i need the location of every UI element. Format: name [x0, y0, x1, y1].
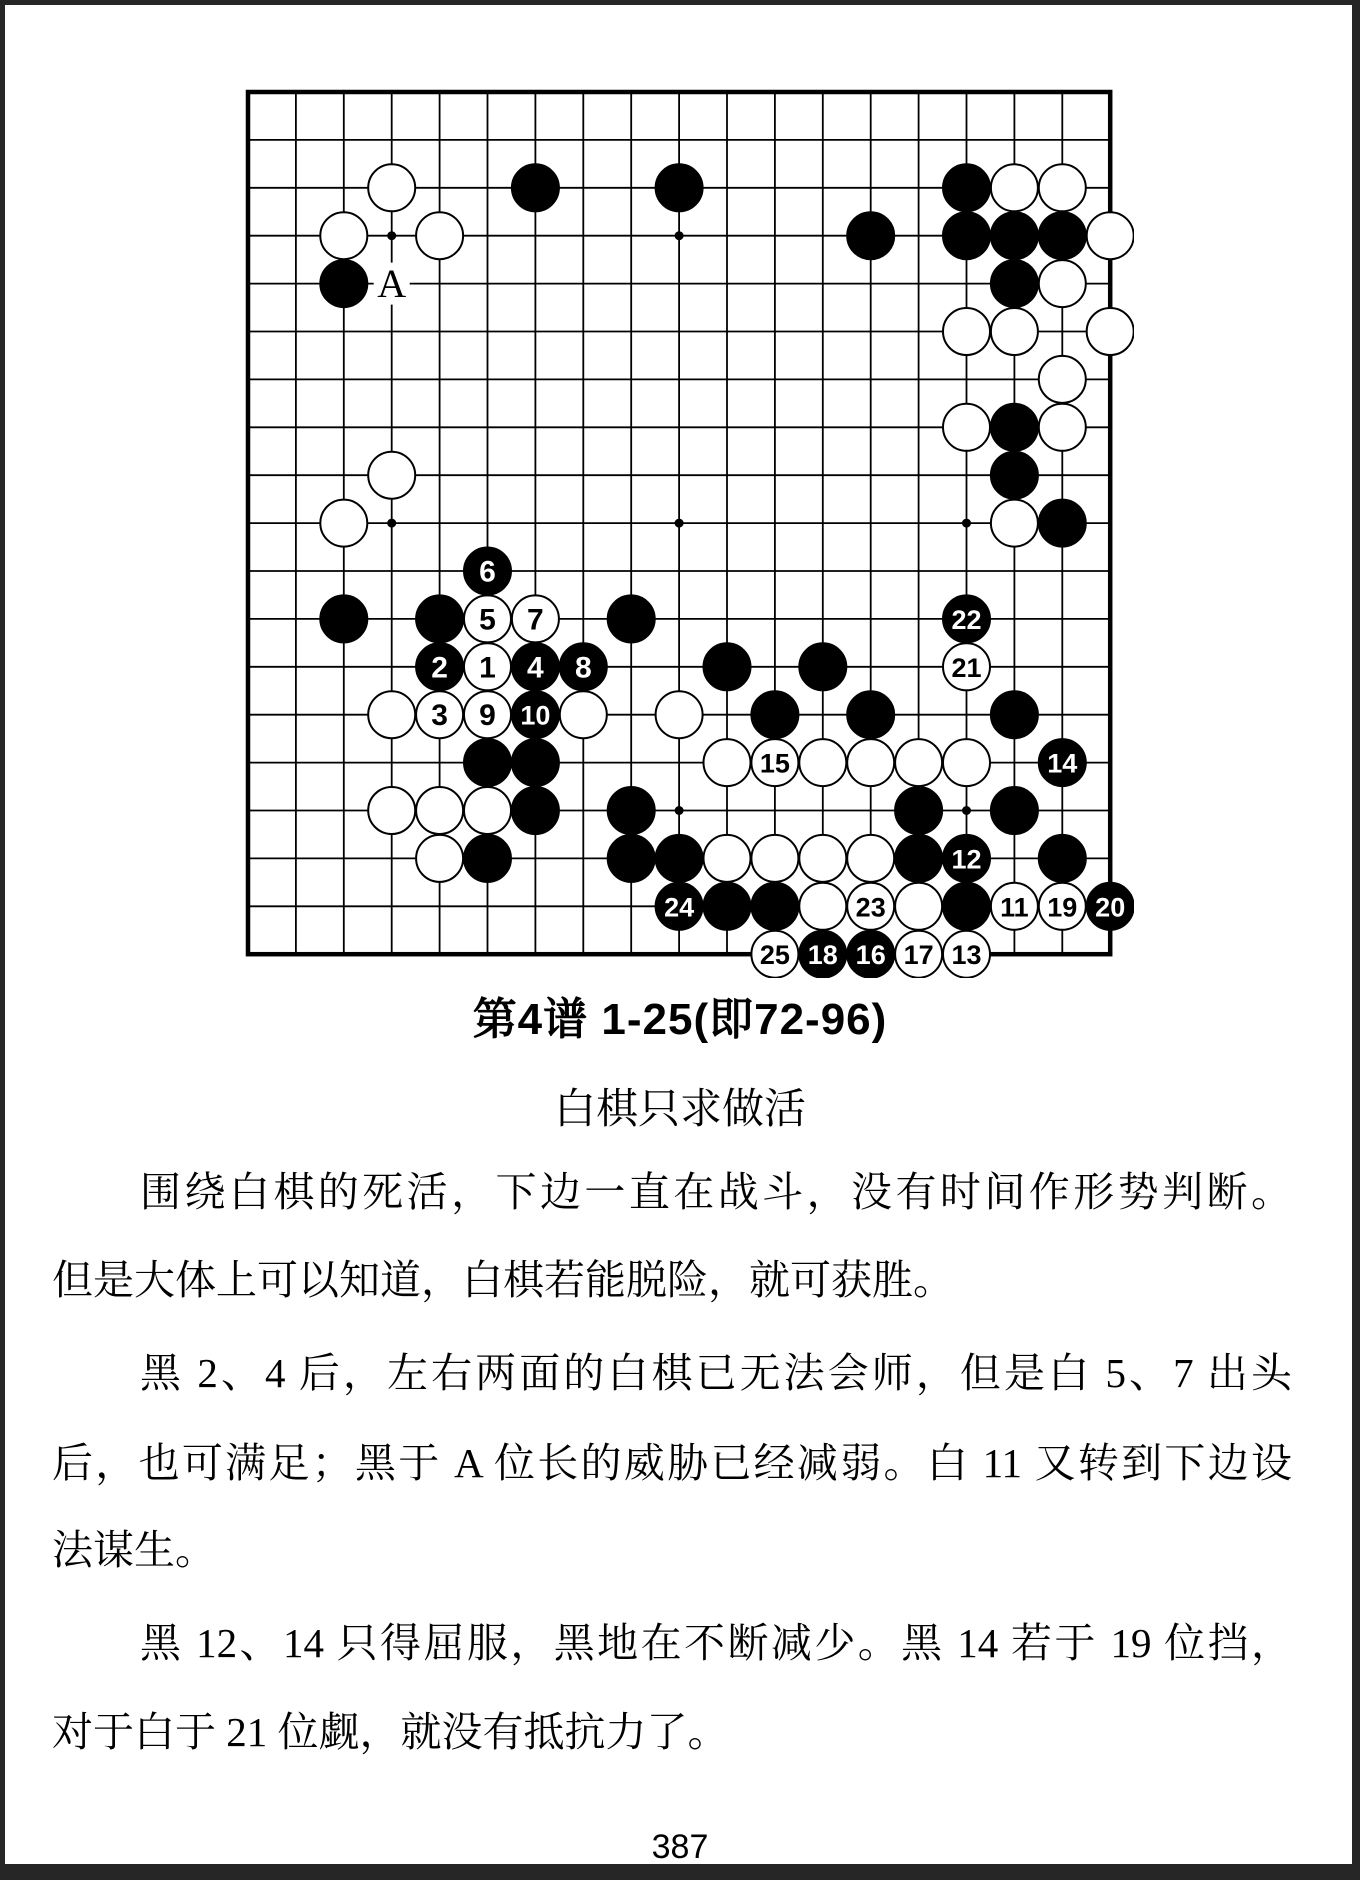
go-stone-white: [1039, 356, 1086, 403]
diagram-caption: 第4谱 1-25(即72-96): [472, 995, 888, 1044]
diagram-subtitle: 白棋只求做活: [553, 1087, 806, 1133]
move-number: 9: [479, 699, 496, 733]
go-stone-white: [704, 835, 751, 882]
move-number: 25: [759, 940, 790, 971]
go-stone-white: [416, 835, 463, 882]
go-stone-black: [1039, 835, 1086, 882]
go-stone-white: [368, 691, 415, 738]
move-number: 4: [527, 651, 544, 685]
move-number: 3: [431, 699, 448, 733]
go-stone-white: [1087, 212, 1134, 259]
go-stone-white: [320, 212, 367, 259]
go-board-svg: [224, 68, 1134, 978]
go-stone-white-25: [751, 931, 798, 978]
go-stone-black-14: [1039, 739, 1086, 786]
go-stone-black: [847, 691, 894, 738]
go-stone-black-18: [799, 931, 846, 978]
go-stone-white-7: [512, 595, 559, 642]
go-stone-white: [799, 739, 846, 786]
go-stone-white-17: [895, 931, 942, 978]
move-number: 12: [951, 844, 982, 875]
star-point: [675, 231, 684, 240]
go-stone-white-15: [751, 739, 798, 786]
move-number: 1: [479, 651, 496, 685]
go-stone-white-23: [847, 883, 894, 930]
go-stone-black-8: [560, 643, 607, 690]
go-stone-black: [704, 883, 751, 930]
star-point: [387, 519, 396, 528]
go-stone-black: [512, 739, 559, 786]
move-number: 14: [1047, 748, 1078, 779]
go-stone-white-9: [464, 691, 511, 738]
go-stone-black: [656, 835, 703, 882]
go-stone-black: [991, 787, 1038, 834]
go-stone-white: [368, 164, 415, 211]
go-stone-black: [751, 691, 798, 738]
page-border-top: [0, 0, 1360, 5]
go-stone-white: [943, 404, 990, 451]
star-point: [962, 806, 971, 815]
body-line-6: 黑 12、14 只得屈服，黑地在不断减少。黑 14 若于 19 位挡，: [140, 1620, 1292, 1666]
go-stone-white: [751, 835, 798, 882]
go-stone-black-24: [656, 883, 703, 930]
go-stone-black: [656, 164, 703, 211]
go-stone-white: [464, 787, 511, 834]
go-stone-black: [464, 835, 511, 882]
go-stone-black: [512, 787, 559, 834]
body-line-4: 后，也可满足；黑于 A 位长的威胁已经减弱。白 11 又转到下边设: [52, 1440, 1292, 1486]
move-number: 18: [807, 940, 838, 971]
go-stone-black-4: [512, 643, 559, 690]
move-number: 16: [855, 940, 886, 971]
move-number: 20: [1095, 892, 1126, 923]
go-stone-white-13: [943, 931, 990, 978]
go-stone-white: [847, 739, 894, 786]
body-line-3: 黑 2、4 后，左右两面的白棋已无法会师，但是白 5、7 出头: [140, 1350, 1292, 1396]
page-border-right: [1352, 0, 1360, 1880]
go-stone-white: [1039, 260, 1086, 307]
move-number: 6: [479, 555, 496, 589]
move-number: 23: [855, 892, 886, 923]
go-stone-white: [1039, 404, 1086, 451]
go-stone-white: [368, 787, 415, 834]
body-line-7: 对于白于 21 位觑，就没有抵抗力了。: [52, 1709, 729, 1755]
star-point: [962, 519, 971, 528]
go-stone-white-5: [464, 595, 511, 642]
star-point: [675, 806, 684, 815]
go-stone-black: [991, 212, 1038, 259]
go-stone-black-2: [416, 643, 463, 690]
go-stone-black: [943, 212, 990, 259]
move-number: 19: [1047, 892, 1078, 923]
go-stone-black: [608, 787, 655, 834]
move-number: 8: [574, 651, 592, 685]
move-number: 2: [431, 651, 448, 685]
go-stone-white: [943, 308, 990, 355]
go-stone-black-22: [943, 595, 990, 642]
page-number: 387: [651, 1828, 709, 1866]
go-stone-black: [608, 835, 655, 882]
go-stone-black: [704, 643, 751, 690]
go-stone-white: [368, 452, 415, 499]
go-stone-black: [991, 404, 1038, 451]
body-line-5: 法谋生。: [52, 1527, 216, 1573]
move-number: 5: [479, 603, 496, 637]
go-stone-black: [943, 883, 990, 930]
move-number: 7: [527, 603, 544, 637]
go-stone-black: [464, 739, 511, 786]
go-stone-white: [320, 500, 367, 547]
go-stone-black-12: [943, 835, 990, 882]
move-number: 22: [951, 604, 982, 635]
go-stone-white: [560, 691, 607, 738]
go-stone-black: [751, 883, 798, 930]
go-stone-white-21: [943, 643, 990, 690]
go-stone-white: [799, 835, 846, 882]
go-stone-white-3: [416, 691, 463, 738]
go-stone-black-10: [512, 691, 559, 738]
go-stone-black: [320, 260, 367, 307]
go-stone-black: [847, 212, 894, 259]
go-stone-black: [895, 787, 942, 834]
go-stone-white-19: [1039, 883, 1086, 930]
star-point: [675, 519, 684, 528]
go-stone-black-16: [847, 931, 894, 978]
go-stone-white: [943, 739, 990, 786]
go-stone-white: [847, 835, 894, 882]
move-number: 15: [759, 748, 790, 779]
go-stone-white: [991, 500, 1038, 547]
go-stone-white: [991, 308, 1038, 355]
go-stone-white: [895, 739, 942, 786]
body-line-1: 围绕白棋的死活，下边一直在战斗，没有时间作形势判断。: [140, 1169, 1292, 1215]
go-stone-black: [991, 260, 1038, 307]
go-stone-black: [416, 595, 463, 642]
go-stone-white: [799, 883, 846, 930]
go-stone-white-1: [464, 643, 511, 690]
go-stone-black: [608, 595, 655, 642]
go-stone-white: [1087, 308, 1134, 355]
go-stone-white: [991, 164, 1038, 211]
go-stone-black: [943, 164, 990, 211]
go-stone-white: [895, 883, 942, 930]
go-stone-white: [656, 691, 703, 738]
go-stone-black-6: [464, 548, 511, 595]
go-stone-white: [704, 739, 751, 786]
move-number: 13: [951, 940, 982, 971]
point-label-A: A: [377, 261, 407, 307]
go-stone-white: [416, 212, 463, 259]
move-number: 24: [664, 892, 695, 923]
move-number: 17: [903, 940, 934, 971]
go-stone-white: [1039, 164, 1086, 211]
go-stone-black: [1039, 212, 1086, 259]
go-stone-black: [512, 164, 559, 211]
star-point: [387, 231, 396, 240]
go-stone-black-20: [1087, 883, 1134, 930]
go-stone-black: [320, 595, 367, 642]
go-stone-black: [1039, 500, 1086, 547]
move-number: 21: [951, 652, 982, 683]
go-stone-black: [991, 452, 1038, 499]
go-stone-white-11: [991, 883, 1038, 930]
go-stone-white: [416, 787, 463, 834]
go-stone-black: [895, 835, 942, 882]
go-stone-black: [991, 691, 1038, 738]
go-board-diagram: [224, 68, 1134, 978]
body-line-2: 但是大体上可以知道，白棋若能脱险，就可获胜。: [52, 1257, 954, 1303]
page-border-left: [0, 0, 5, 1880]
go-stone-black: [799, 643, 846, 690]
move-number: 11: [1000, 892, 1029, 923]
move-number: 10: [520, 700, 551, 731]
